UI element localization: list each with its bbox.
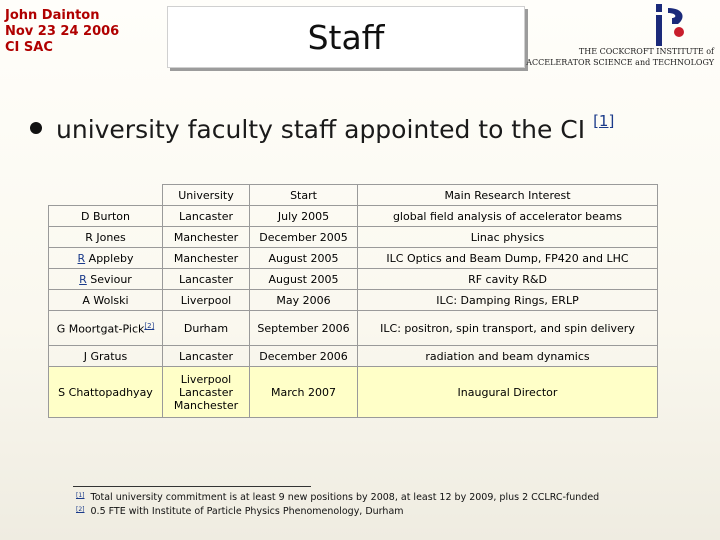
staff-university: Durham — [163, 311, 250, 346]
footnote-2-mark[interactable]: [2] — [76, 506, 85, 513]
staff-name: J Gratus — [49, 346, 163, 367]
staff-interest: Linac physics — [358, 227, 658, 248]
header-research-interest: Main Research Interest — [358, 185, 658, 206]
staff-interest: ILC: positron, spin transport, and spin delivery — [358, 311, 658, 346]
header-university: University — [163, 185, 250, 206]
table-row — [49, 346, 658, 367]
bullet-dot-icon — [30, 122, 42, 134]
staff-name — [49, 248, 163, 269]
table-row — [49, 311, 658, 346]
staff-start: May 2006 — [250, 290, 358, 311]
cockcroft-logo-icon — [648, 2, 688, 48]
table-row — [49, 206, 658, 227]
staff-name: D Burton — [49, 206, 163, 227]
university-line: Manchester — [173, 398, 239, 412]
university-line: Liverpool — [180, 372, 232, 386]
institute-name — [526, 46, 714, 68]
header-info — [5, 8, 119, 56]
staff-university — [163, 367, 250, 418]
staff-start: July 2005 — [250, 206, 358, 227]
footnote-ref-2[interactable]: [2] — [144, 322, 155, 331]
slide-title: Staff — [307, 17, 385, 57]
table-row — [49, 227, 658, 248]
staff-university: Lancaster — [163, 269, 250, 290]
staff-start: December 2006 — [250, 346, 358, 367]
staff-start: December 2005 — [250, 227, 358, 248]
staff-name: A Wolski — [49, 290, 163, 311]
staff-name: S Chattopadhyay — [49, 367, 163, 418]
staff-start: March 2007 — [250, 367, 358, 418]
bullet-point — [30, 112, 614, 144]
table-row — [49, 290, 658, 311]
staff-university: Lancaster — [163, 206, 250, 227]
staff-name-surname: Appleby — [85, 251, 134, 265]
event-name: CI SAC — [5, 40, 53, 55]
table-row — [49, 269, 658, 290]
staff-interest: Inaugural Director — [358, 367, 658, 418]
footnote-1-text: Total university commitment is at least 9 new positions by 2008, at least 12 by 2009, plus 2 CCLRC-funded — [90, 492, 600, 503]
table-row-highlighted — [49, 367, 658, 418]
staff-start: September 2006 — [250, 311, 358, 346]
staff-interest: RF cavity R&D — [358, 269, 658, 290]
staff-university: Lancaster — [163, 346, 250, 367]
staff-table — [48, 184, 658, 418]
staff-name — [49, 269, 163, 290]
header-empty-cell — [49, 185, 163, 206]
staff-interest: global field analysis of accelerator beams — [358, 206, 658, 227]
staff-name — [49, 311, 163, 346]
footnote-1-mark[interactable]: [1] — [76, 492, 85, 499]
table-header-row — [49, 185, 658, 206]
university-line: Lancaster — [179, 385, 233, 399]
staff-interest: ILC: Damping Rings, ERLP — [358, 290, 658, 311]
footnote-divider — [73, 486, 311, 487]
slide-title-box — [167, 6, 525, 68]
footnotes — [76, 490, 599, 518]
header-start: Start — [250, 185, 358, 206]
footnote-2-text: 0.5 FTE with Institute of Particle Physics Phenomenology, Durham — [90, 506, 404, 517]
staff-name-text: G Moortgat-Pick — [56, 322, 145, 336]
table-row — [49, 248, 658, 269]
footnote-ref-1[interactable]: [1] — [593, 112, 615, 130]
footnote-1 — [76, 490, 599, 504]
staff-start: August 2005 — [250, 269, 358, 290]
staff-university: Liverpool — [163, 290, 250, 311]
institute-name-line1: THE COCKCROFT INSTITUTE of — [578, 47, 714, 56]
staff-interest: ILC Optics and Beam Dump, FP420 and LHC — [358, 248, 658, 269]
footnote-2 — [76, 504, 599, 518]
staff-name-surname: Seviour — [86, 272, 132, 286]
staff-name-initial-link[interactable]: R — [79, 272, 87, 286]
author-name: John Dainton — [5, 8, 100, 23]
staff-name: R Jones — [49, 227, 163, 248]
staff-start: August 2005 — [250, 248, 358, 269]
staff-university: Manchester — [163, 248, 250, 269]
bullet-text: university faculty staff appointed to the CI — [56, 115, 586, 144]
presentation-date: Nov 23 24 2006 — [5, 24, 120, 39]
staff-interest: radiation and beam dynamics — [358, 346, 658, 367]
staff-name-initial-link[interactable]: R — [77, 251, 86, 265]
staff-university: Manchester — [163, 227, 250, 248]
institute-name-line2: ACCELERATOR SCIENCE and TECHNOLOGY — [526, 58, 714, 67]
